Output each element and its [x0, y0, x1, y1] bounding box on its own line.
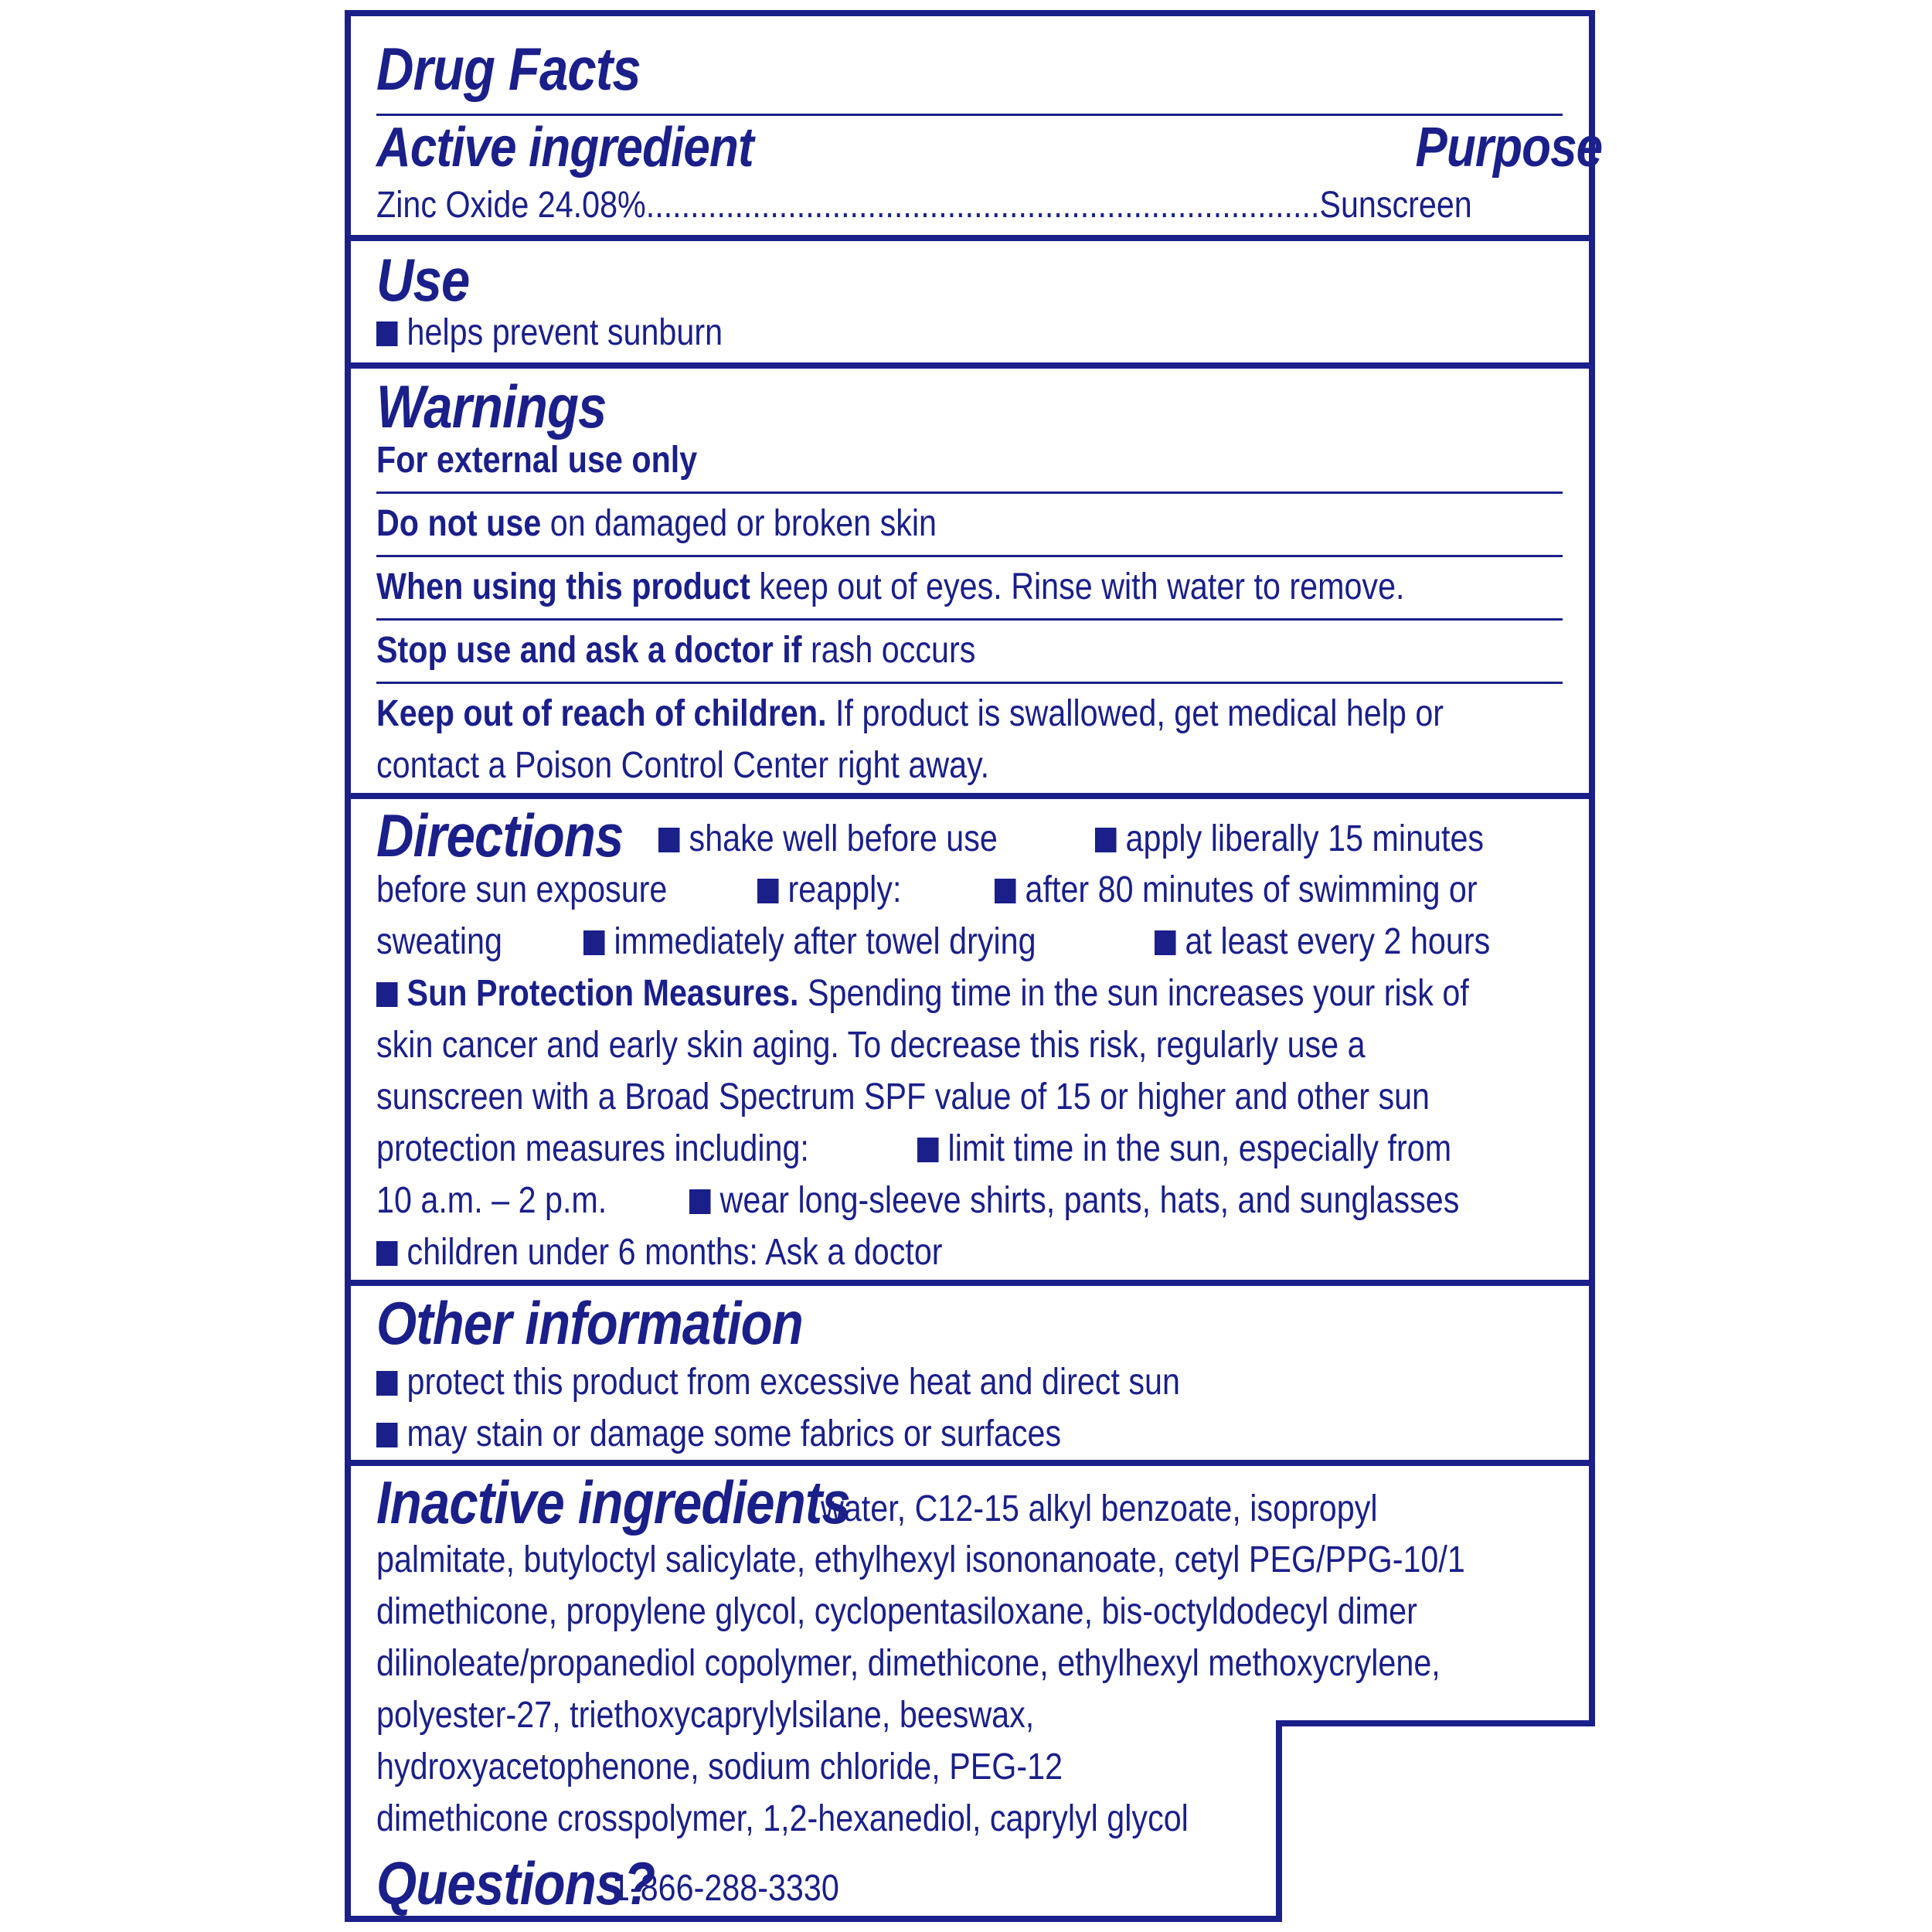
inactive-line-1: Inactive ingredients water, C12-15 alkyl benzoate, isopropyl [376, 1468, 1378, 1536]
directions-line-1: Directions shake well before use apply liberally 15 minutes [376, 801, 1485, 869]
warnings-rule-4 [376, 682, 1563, 684]
bullet-square-icon [376, 1371, 398, 1396]
directions-line-2: before sun exposure reapply: after 80 minutes of swimming or [376, 869, 1478, 910]
warnings-rule-2 [376, 555, 1563, 557]
bullet-square-icon [376, 321, 398, 346]
other-info-item: may stain or damage some fabrics or surfaces [376, 1408, 1403, 1460]
inactive-line-4: dilinoleate/propanediol copolymer, dimethicone, ethylhexyl methoxycrylene, [376, 1643, 1440, 1684]
active-ingredient-row [376, 179, 1472, 231]
bullet-square-icon [995, 879, 1016, 903]
warnings-rule-3 [376, 618, 1563, 621]
purpose-value: Sunscreen [1319, 185, 1472, 226]
inactive-line-2: palmitate, butyloctyl salicylate, ethylhexyl isononanoate, cetyl PEG/PPG-10/1 [376, 1539, 1465, 1580]
warnings-rule-1 [376, 492, 1563, 494]
directions-line-3: sweating immediately after towel drying at least every 2 hours [376, 921, 1491, 962]
leader-dots: ............................................................................ [645, 185, 1320, 226]
inactive-heading: Inactive ingredients [376, 1468, 850, 1536]
questions-phone: 1-866-288-3330 [612, 1868, 839, 1909]
title-rule [376, 114, 1563, 116]
directions-line-8: 10 a.m. – 2 p.m. wear long-sleeve shirts, pants, hats, and sunglasses [376, 1180, 1460, 1221]
keep-out-text-1: Keep out of reach of children. If product is swallowed, get medical help or [376, 693, 1444, 734]
bullet-square-icon [1095, 828, 1117, 852]
do-not-use-text: Do not use on damaged or broken skin [376, 503, 937, 544]
directions-line-9: children under 6 months: Ask a doctor [376, 1226, 1403, 1278]
directions-line-7: protection measures including: limit time in the sun, especially from [376, 1128, 1452, 1169]
other-info-item: protect this product from excessive heat and direct sun [376, 1356, 1403, 1408]
when-using-text: When using this product keep out of eyes. Rinse with water to remove. [376, 566, 1405, 607]
directions-line-5: skin cancer and early skin aging. To decrease this risk, regularly use a [376, 1025, 1366, 1066]
directions-line-6: sunscreen with a Broad Spectrum SPF value of 15 or higher and other sun [376, 1077, 1430, 1117]
inactive-line-5: polyester-27, triethoxycaprylylsilane, beeswax, [376, 1695, 1035, 1736]
bullet-square-icon [757, 879, 779, 903]
inactive-line-3: dimethicone, propylene glycol, cyclopentasiloxane, bis-octyldodecyl dimer [376, 1591, 1417, 1632]
bullet-square-icon [376, 982, 398, 1007]
bullet-square-icon [583, 930, 605, 955]
warnings-heading: Warnings [376, 372, 607, 440]
bullet-square-icon [658, 828, 680, 852]
active-ingredient-name: Zinc Oxide 24.08% [376, 185, 646, 226]
directions-line-4: Sun Protection Measures. Spending time in the sun increases your risk of [376, 968, 1403, 1019]
inactive-line-6: hydroxyacetophenone, sodium chloride, PEG-12 [376, 1747, 1063, 1787]
active-ingredient-heading: Active ingredient [376, 117, 753, 179]
bullet-square-icon [917, 1138, 939, 1162]
questions-row [376, 1849, 1570, 1917]
keep-out-text-2: contact a Poison Control Center right away. [376, 745, 990, 786]
external-use-text: For external use only [376, 440, 698, 481]
bullet-square-icon [689, 1189, 711, 1214]
use-heading: Use [376, 246, 470, 314]
use-item: helps prevent sunburn [376, 307, 1403, 359]
questions-heading: Questions? [376, 1849, 655, 1917]
bullet-square-icon [376, 1423, 398, 1447]
other-info-heading: Other information [376, 1289, 803, 1357]
directions-heading: Directions [376, 801, 624, 869]
purpose-heading: Purpose [1415, 117, 1603, 179]
drug-facts-title: Drug Facts [376, 35, 641, 103]
stop-use-text: Stop use and ask a doctor if rash occurs [376, 630, 976, 671]
bullet-square-icon [1155, 930, 1176, 955]
bullet-square-icon [376, 1241, 398, 1266]
inactive-line-7: dimethicone crosspolymer, 1,2-hexanediol, caprylyl glycol [376, 1798, 1189, 1839]
